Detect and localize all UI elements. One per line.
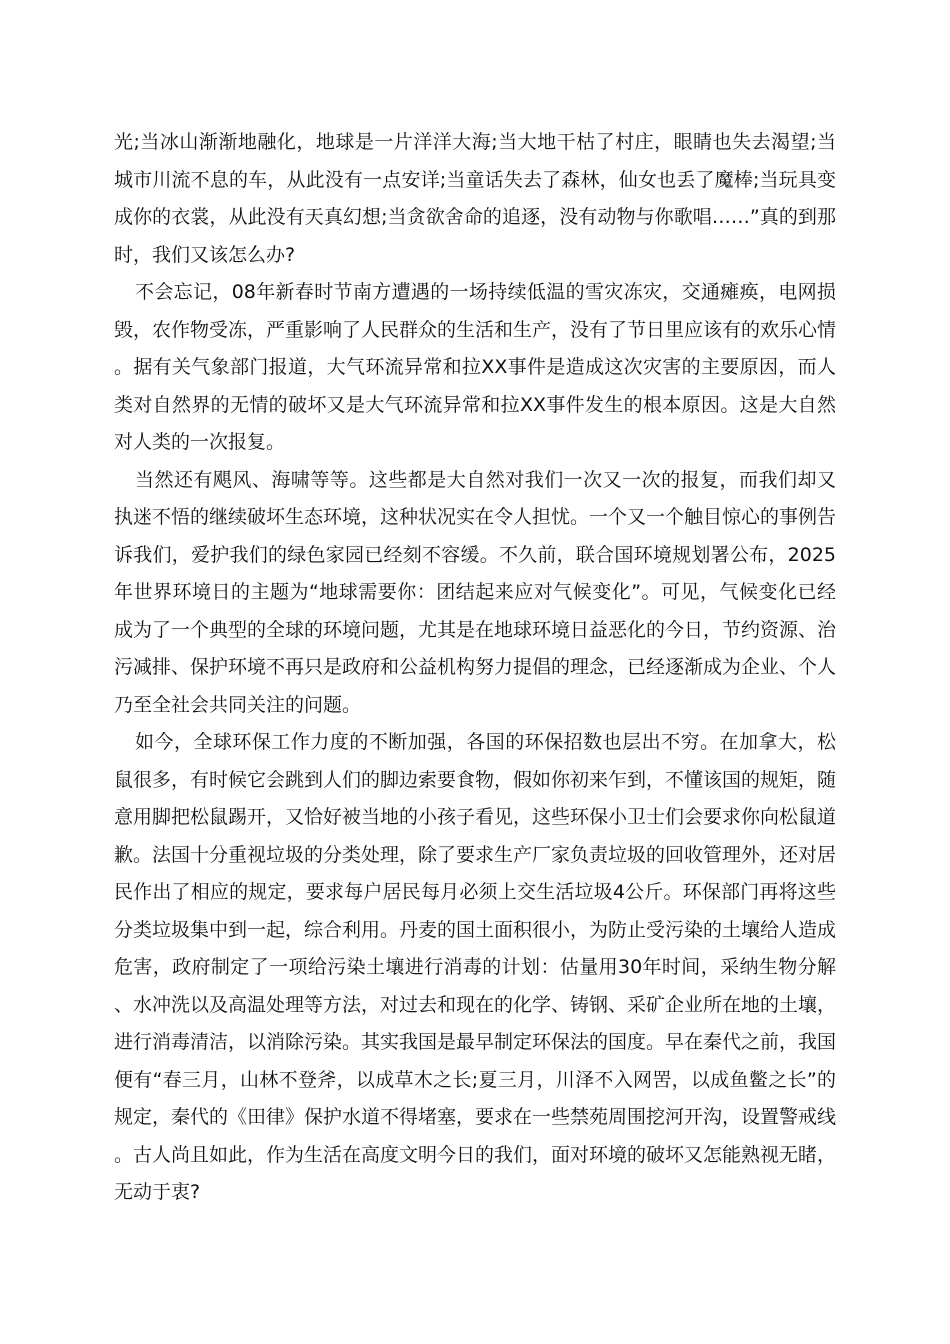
paragraph-4: 如今，全球环保工作力度的不断加强，各国的环保招数也层出不穷。在加拿大，松鼠很多，有时候它会跳到人们的脚边索要食物，假如你初来乍到，不懂该国的规矩，随意用脚把松鼠踢开，又恰好被当地的小孩子看见，这些环保小卫士们会要求你向松鼠道歉。法国十分重视垃圾的分类处理，除了要求生产厂家负责垃圾的回收管理外，还对居民作出了相应的规定，要求每户居民每月必须上交生活垃圾4公斤。环保部门再将这些分类垃圾集中到一起，综合利用。丹麦的国土面积很小，为防止受污染的土壤给人造成危害，政府制定了一项给污染土壤进行消毒的计划：估量用30年时间，采纳生物分解、水冲洗以及高温处理等方法，对过去和现在的化学、铸钢、采矿企业所在地的土壤，进行消毒清洁，以消除污染。其实我国是最早制定环保法的国度。早在秦代之前，我国便有“春三月，山林不登斧，以成草木之长;夏三月，川泽不入网罟，以成鱼鳖之长”的规定，秦代的《田律》保护水道不得堵塞，要求在一些禁苑周围挖河开沟，设置警戒线。古人尚且如此，作为生活在高度文明今日的我们，面对环境的破坏又怎能熟视无睹，无动于衷? <box>114 731 837 1203</box>
paragraph-1: 光;当冰山渐渐地融化，地球是一片洋洋大海;当大地干枯了村庄，眼睛也失去渴望;当城市川流不息的车，从此没有一点安详;当童话失去了森林，仙女也丢了魔棒;当玩具变成你的衣裳，从此没有天真幻想;当贪欲舍命的追逐，没有动物与你歌唱……”真的到那时，我们又该怎么办? <box>114 131 836 266</box>
document-page <box>114 124 836 1212</box>
paragraph-3: 当然还有飓风、海啸等等。这些都是大自然对我们一次又一次的报复，而我们却又执迷不悟的继续破坏生态环境，这种状况实在令人担忧。一个又一个触目惊心的事例告诉我们，爱护我们的绿色家园已经刻不容缓。不久前，联合国环境规划署公布，2025年世界环境日的主题为“地球需要你：团结起来应对气候变化”。可见，气候变化已经成为了一个典型的全球的环境问题，尤其是在地球环境日益恶化的今日，节约资源、治污减排、保护环境不再只是政府和公益机构努力提倡的理念，已经逐渐成为企业、个人乃至全社会共同关注的问题。 <box>114 468 837 716</box>
paragraph-2: 不会忘记，08年新春时节南方遭遇的一场持续低温的雪灾冻灾，交通瘫痪，电网损毁，农作物受冻，严重影响了人民群众的生活和生产，没有了节日里应该有的欢乐心情。据有关气象部门报道，大气环流异常和拉XX事件是造成这次灾害的主要原因，而人类对自然界的无情的破坏又是大气环流异常和拉XX事件发生的根本原因。这是大自然对人类的一次报复。 <box>114 281 837 453</box>
